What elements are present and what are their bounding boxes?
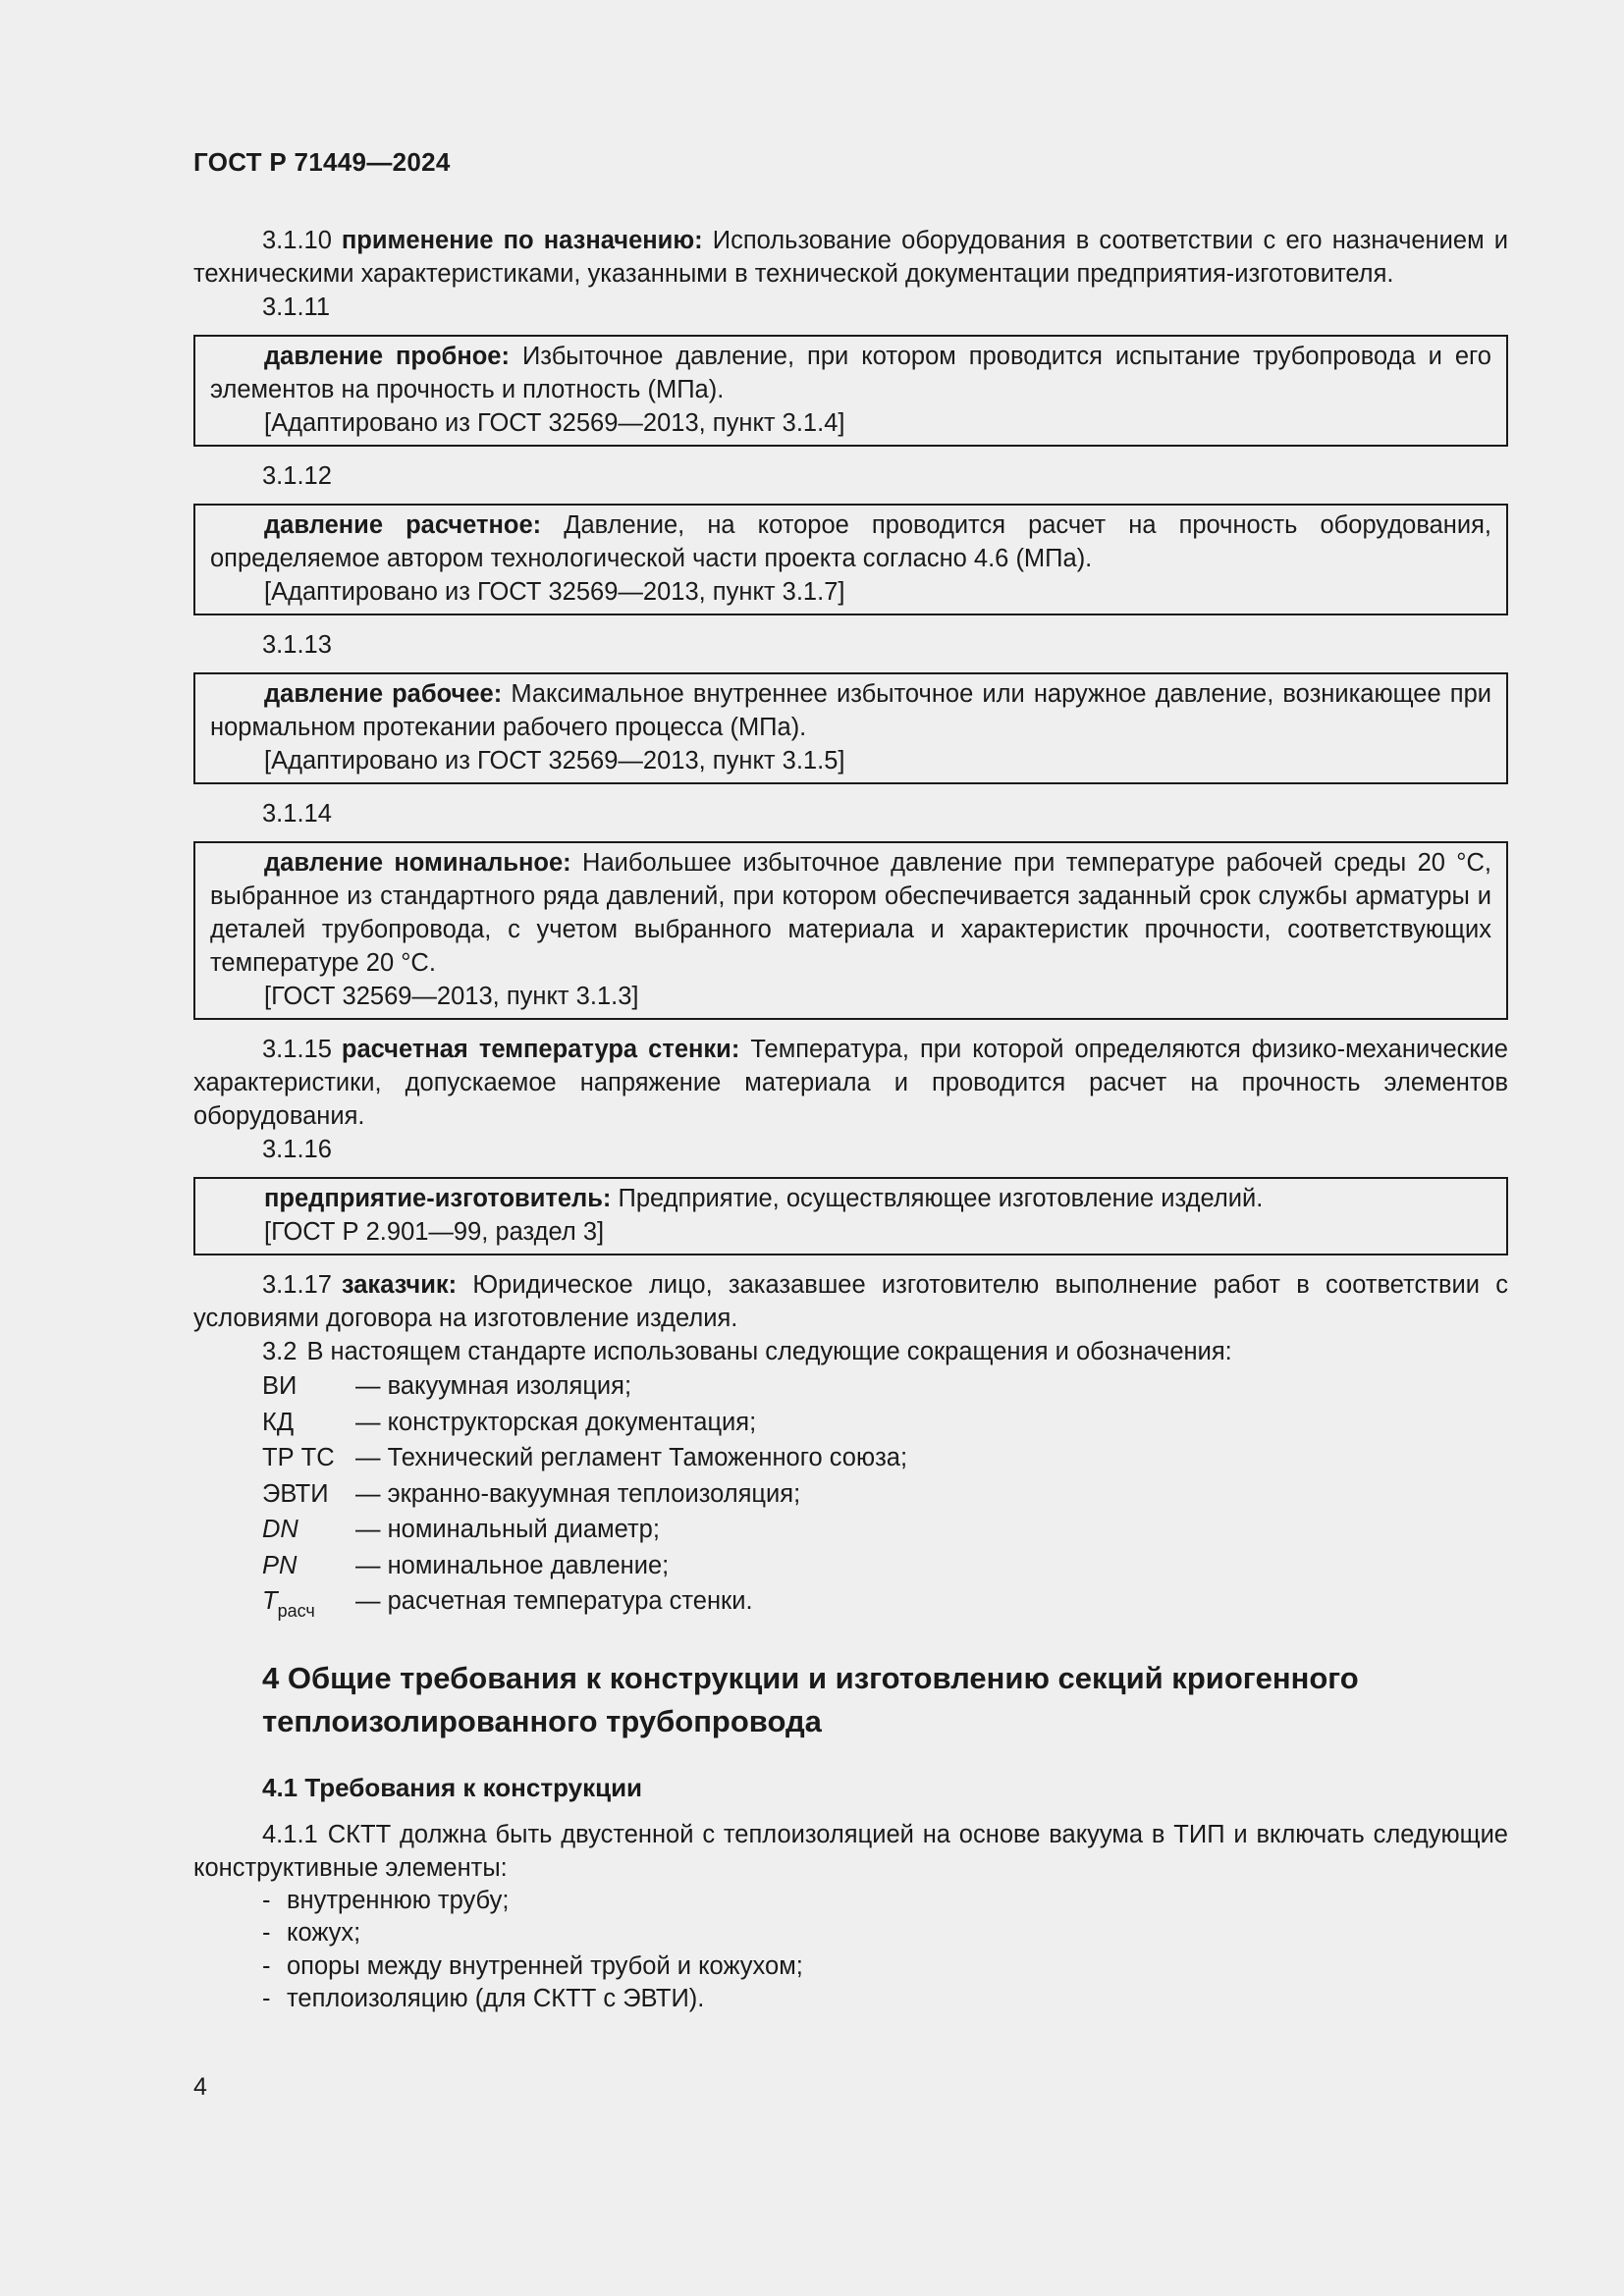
abbreviation-description: — конструкторская документация; [355,1408,757,1436]
term: расчетная температура стенки: [341,1036,740,1063]
definition: Предприятие, осуществляющее изготовление изделий. [618,1185,1264,1212]
term: применение по назначению: [341,227,703,254]
clause-number: 3.2 [262,1338,298,1365]
clause-3-1-17 [193,1268,1508,1335]
term-source: [Адаптировано из ГОСТ 32569—2013, пункт 3.1.5] [264,747,845,774]
abbreviation-code [262,1548,355,1584]
term-source: [ГОСТ Р 2.901—99, раздел 3] [264,1218,605,1246]
clause-number-3-1-11: 3.1.11 [262,294,331,321]
abbreviation-description: — вакуумная изоляция; [355,1372,632,1400]
list-item [262,1917,1508,1950]
term: давление рабочее: [264,680,503,708]
term-source: [Адаптировано из ГОСТ 32569—2013, пункт 3.1.4] [264,409,845,437]
term-box-3-1-12 [193,504,1508,615]
clause-4-1-1 [193,1818,1508,1885]
definition: Максимальное внутреннее избыточное или наружное давление, возникающее при нормальном протекании рабочего процесса (МПа). [210,680,1492,741]
term-definition [210,508,1491,575]
symbol: DN [262,1516,298,1543]
term-box-3-1-16 [193,1177,1508,1255]
clause-number: 4.1.1 [262,1820,318,1848]
abbreviation-code [262,1512,355,1548]
document-body [193,224,1508,2016]
subsection-4-1-heading: 4.1 Требования к конструкции [262,1772,643,1802]
definition: Юридическое лицо, заказавшее изготовителю выполнение работ в соответствии с условиями договора на изготовление изделия. [193,1271,1508,1332]
term-source: [Адаптировано из ГОСТ 32569—2013, пункт 3.1.7] [264,578,845,606]
symbol: PN [262,1551,298,1579]
abbreviation-row [262,1368,1508,1405]
clause-3-2 [193,1335,1508,1368]
abbreviation-code: ВИ [262,1372,298,1400]
term: давление номинальное: [264,849,571,877]
list-marker: - [262,1951,271,1980]
abbreviation-code: ТР ТС [262,1444,335,1471]
term-definition [210,846,1491,980]
abbreviation-row [262,1476,1508,1513]
abbreviation-description: — экранно-вакуумная теплоизоляция; [355,1479,801,1508]
abbreviation-description: — Технический регламент Таможенного союза; [355,1444,908,1471]
definition: Температура, при которой определяются физико-механические характеристики, допускаемое напряжение материала и проводится расчет на прочность элементов оборудования. [193,1036,1508,1130]
list-marker: - [262,1919,271,1947]
clause-number: 3.1.15 [262,1036,332,1063]
symbol-subscript: расч [277,1601,315,1621]
term-box-3-1-14 [193,841,1508,1020]
definition: Наибольшее избыточное давление при температуре рабочей среды 20 °С, выбранное из стандартного ряда давлений, при котором обеспечивается заданный срок службы арматуры и деталей трубопровода, с учетом выбранного материала и характеристик прочности, соответствующих температуре 20 °С. [210,849,1491,977]
term-definition [210,340,1491,406]
clause-number: 3.1.17 [262,1271,332,1299]
definition: Избыточное давление, при котором проводится испытание трубопровода и его элементов на прочность и плотность (МПа). [210,343,1491,403]
term: предприятие-изготовитель: [264,1185,612,1212]
term: заказчик: [341,1271,458,1299]
clause-3-1-10 [193,224,1508,291]
abbreviation-description: — номинальный диаметр; [355,1516,660,1543]
abbreviation-code: КД [262,1408,295,1436]
list-item [262,1885,1508,1918]
term-box-3-1-13 [193,672,1508,784]
list-item-text: внутреннюю трубу; [287,1886,510,1914]
symbol: T [262,1587,278,1615]
term: давление расчетное: [264,511,542,539]
definition: Давление, на которое проводится расчет на прочность оборудования, определяемое автором технологической части проекта согласно 4.6 (МПа). [210,511,1491,572]
clause-text: СКТТ должна быть двустенной с теплоизоляцией на основе вакуума в ТИП и включать следующие конструктивные элементы: [193,1820,1508,1882]
list-item-text: опоры между внутренней трубой и кожухом; [287,1951,803,1980]
clause-number: 3.1.10 [262,227,332,254]
term-definition [210,1182,1491,1215]
term-definition [210,677,1491,744]
abbreviation-row [262,1548,1508,1584]
clause-number-3-1-16: 3.1.16 [262,1136,332,1163]
clause-3-1-15 [193,1033,1508,1133]
abbreviation-code [262,1583,355,1629]
list-marker: - [262,1985,271,2012]
abbreviation-row [262,1583,1508,1629]
abbreviation-code: ЭВТИ [262,1479,329,1508]
clause-number-3-1-13: 3.1.13 [262,631,332,659]
term-source: [ГОСТ 32569—2013, пункт 3.1.3] [264,983,639,1010]
term-box-3-1-11 [193,335,1508,447]
abbreviation-description: — номинальное давление; [355,1551,670,1579]
abbreviation-row [262,1405,1508,1441]
document-code-header: ГОСТ Р 71449—2024 [193,147,451,177]
element-list [262,1885,1508,2016]
list-item [262,1950,1508,1984]
abbreviation-row [262,1512,1508,1548]
page-number: 4 [193,2073,207,2101]
definition: Использование оборудования в соответствии с его назначением и техническими характеристиками, указанными в технической документации предприятия-изготовителя. [193,227,1509,288]
section-4-heading: 4 Общие требования к конструкции и изготовлению секций криогенного теплоизолированного трубопровода [262,1660,1359,1738]
list-marker: - [262,1886,271,1914]
list-item-text: кожух; [287,1919,361,1947]
abbreviation-description: — расчетная температура стенки. [355,1587,753,1615]
clause-number-3-1-14: 3.1.14 [262,800,332,828]
clause-text: В настоящем стандарте использованы следующие сокращения и обозначения: [306,1338,1232,1365]
abbreviation-row [262,1440,1508,1476]
list-item-text: теплоизоляцию (для СКТТ с ЭВТИ). [287,1985,705,2012]
list-item [262,1983,1508,2016]
term: давление пробное: [264,343,510,370]
clause-number-3-1-12: 3.1.12 [262,462,332,490]
abbreviation-list [262,1368,1508,1629]
